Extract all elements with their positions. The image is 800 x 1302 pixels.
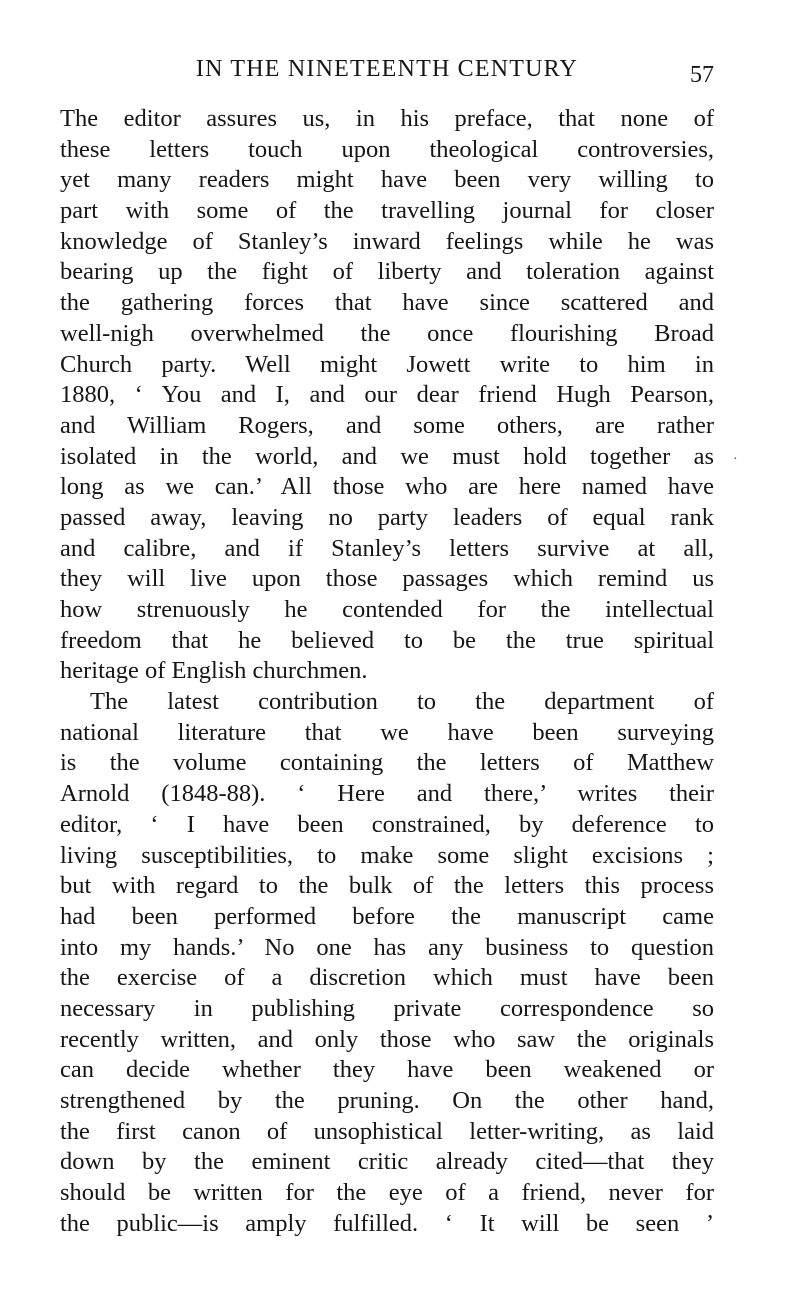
text-line: can decide whether they have been weakened or [60, 1056, 714, 1084]
text-line: how strenuously he contended for the intellectual [60, 596, 714, 623]
text-line: is the volume containing the letters of Matthew [60, 749, 714, 777]
page-header [60, 52, 714, 92]
text-line: the public—is amply fulfilled. ‘ It will be seen ’ [60, 1209, 714, 1237]
text-line: the first canon of unsophistical letter-writing, as laid [60, 1117, 714, 1145]
text-line: national literature that we have been surveying [60, 718, 714, 746]
text-line: heritage of English churchmen. [60, 657, 368, 685]
text-line: the gathering forces that have since scattered and [60, 289, 714, 317]
text-line: isolated in the world, and we must hold together as [60, 442, 714, 470]
page-number: 57 [690, 62, 714, 88]
text-line: knowledge of Stanley’s inward feelings while he was [60, 227, 714, 255]
text-line: well-nigh overwhelmed the once flourishing Broad [60, 319, 714, 347]
text-line: these letters touch upon theological controversies, [60, 135, 714, 163]
running-title: IN THE NINETEENTH CENTURY [195, 56, 579, 82]
text-line: The latest contribution to the department of [90, 688, 714, 716]
text-line: long as we can.’ All those who are here named have [60, 473, 714, 501]
text-line: bearing up the fight of liberty and toleration against [60, 258, 714, 286]
text-line: and calibre, and if Stanley’s letters survive at all, [60, 534, 714, 562]
text-line: they will live upon those passages which remind us [60, 565, 714, 593]
text-line: freedom that he believed to be the true spiritual [60, 626, 714, 654]
text-line: Church party. Well might Jowett write to him in [60, 350, 714, 378]
text-line: necessary in publishing private correspondence so [60, 994, 714, 1022]
text-line: Arnold (1848-88). ‘ Here and there,’ writes their [60, 780, 714, 808]
body-text [60, 104, 714, 1239]
text-line: had been performed before the manuscript came [60, 902, 714, 930]
margin-mark: · [733, 452, 738, 467]
text-line: recently written, and only those who saw the originals [60, 1025, 714, 1053]
text-line: the exercise of a discretion which must have been [60, 964, 714, 992]
text-line: and William Rogers, and some others, are rather [60, 411, 714, 439]
text-line: yet many readers might have been very willing to [60, 166, 714, 194]
text-line: into my hands.’ No one has any business to question [60, 933, 714, 961]
text-line: passed away, leaving no party leaders of equal rank [60, 503, 714, 531]
text-line: editor, ‘ I have been constrained, by deference to [60, 810, 714, 838]
text-line: part with some of the travelling journal for closer [60, 197, 714, 225]
text-line: but with regard to the bulk of the letters this process [60, 872, 714, 900]
text-line: living susceptibilities, to make some slight excisions ; [60, 841, 714, 869]
text-line: 1880, ‘ You and I, and our dear friend Hugh Pearson, [60, 381, 714, 409]
text-line: should be written for the eye of a friend, never for [60, 1179, 714, 1207]
text-line: down by the eminent critic already cited—that they [60, 1148, 714, 1176]
text-line: strengthened by the pruning. On the other hand, [60, 1087, 714, 1114]
text-line: The editor assures us, in his preface, that none of [60, 105, 714, 132]
